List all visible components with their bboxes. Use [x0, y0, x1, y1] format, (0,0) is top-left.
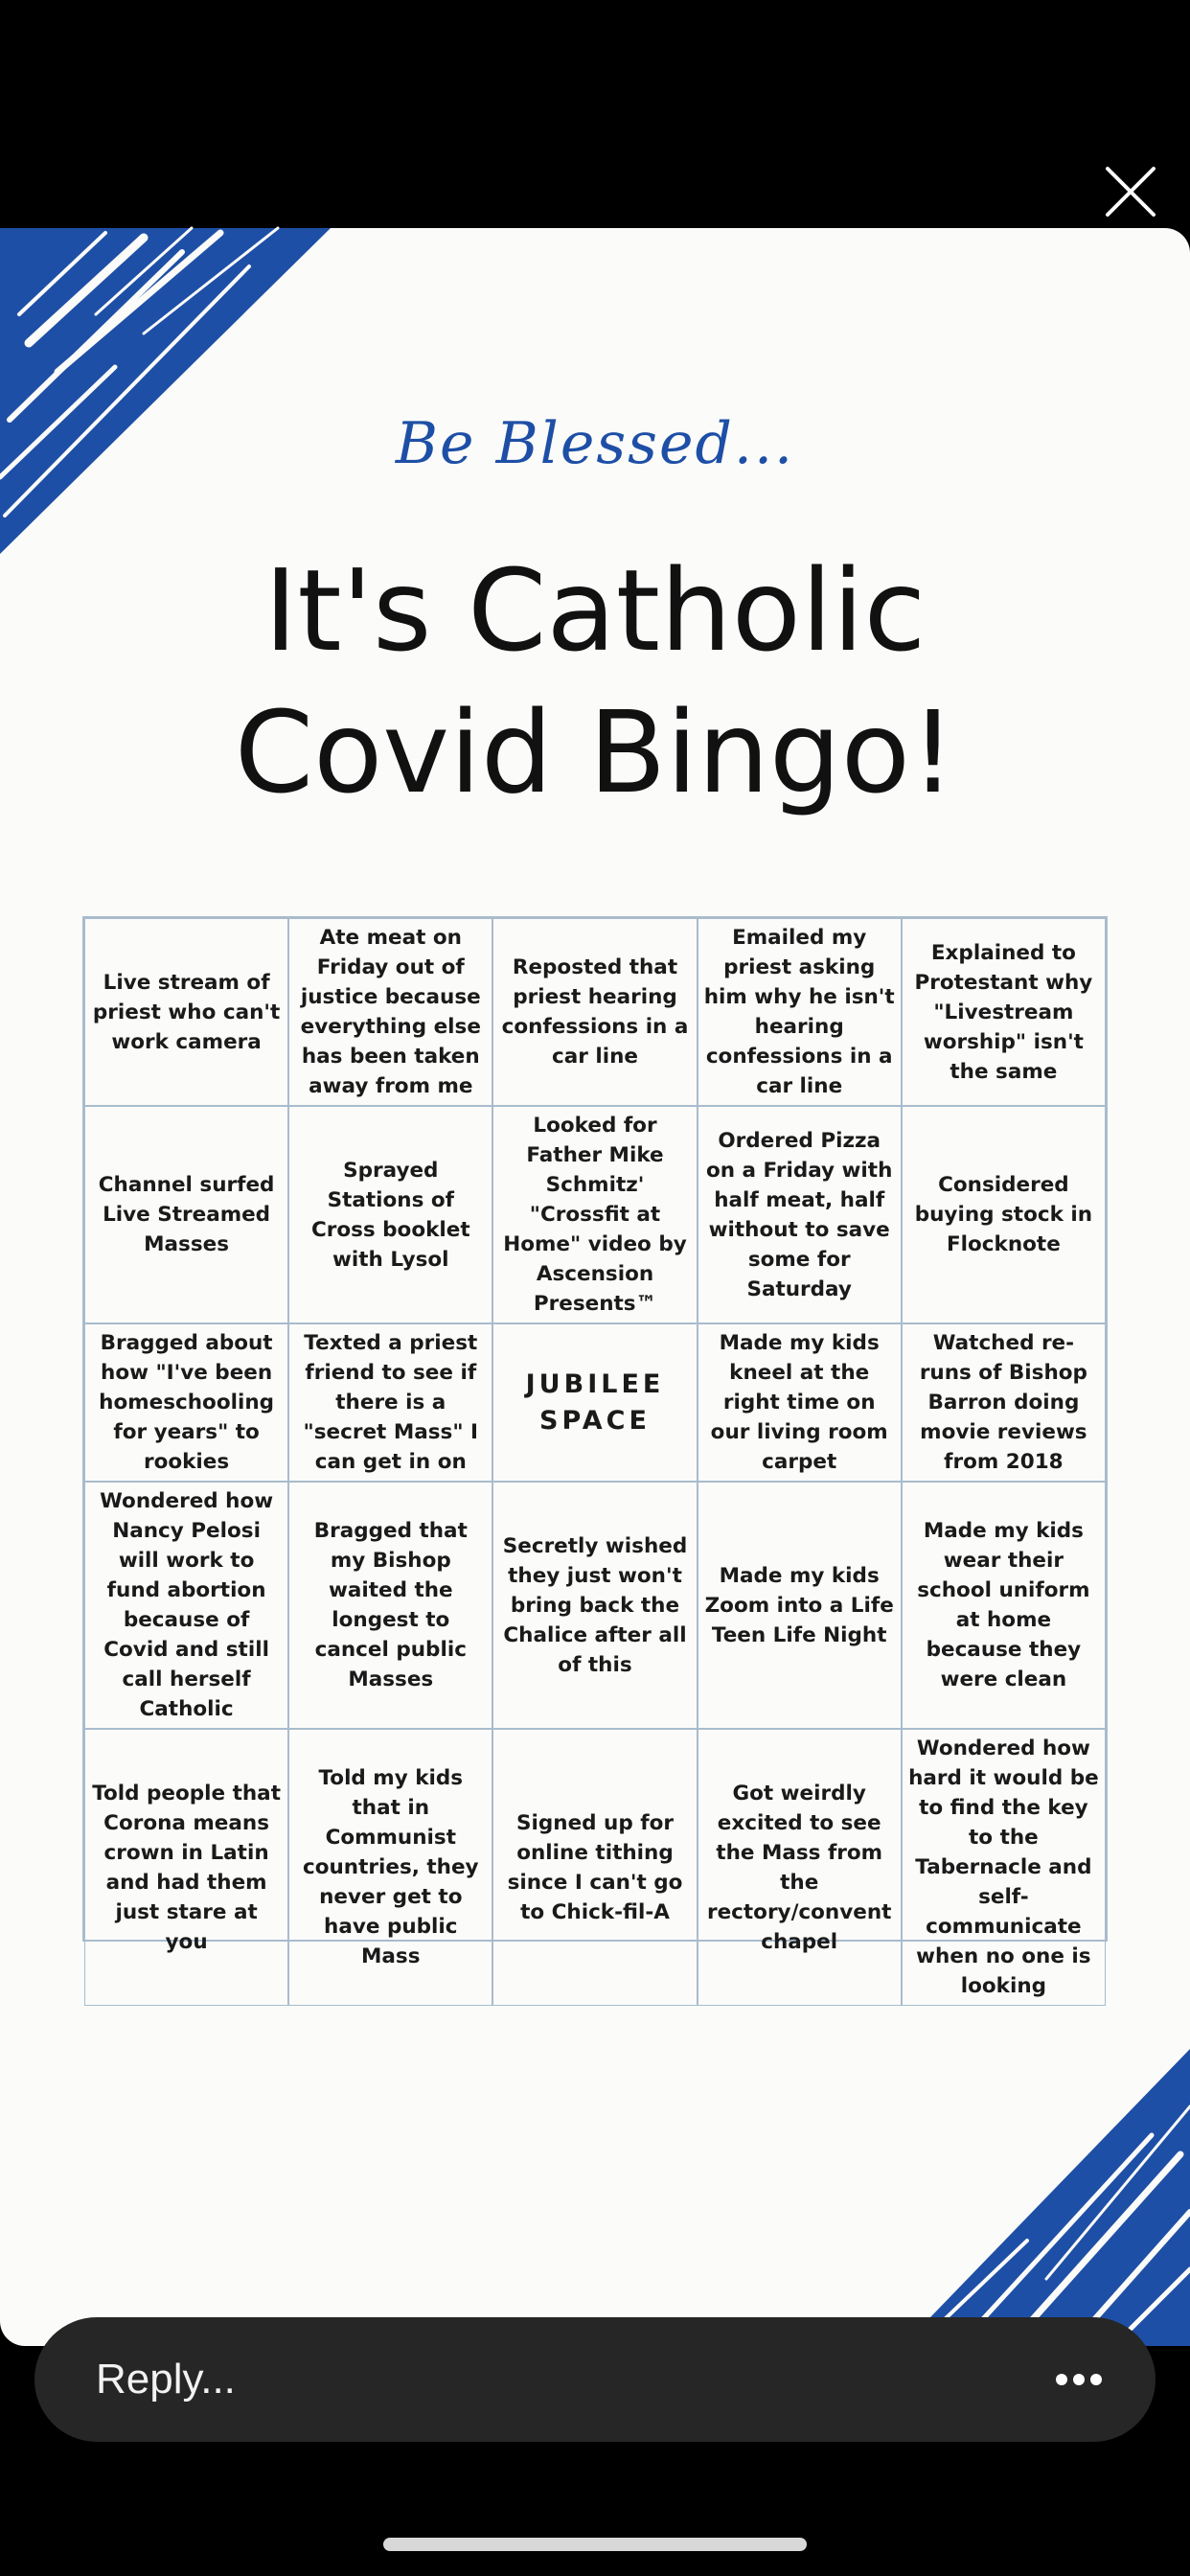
bingo-cell: Secretly wished they just won't bring back the Chalice after all of this [492, 1482, 697, 1729]
bingo-cell: Looked for Father Mike Schmitz' "Crossfit at Home" video by Ascension Presents™ [492, 1106, 697, 1323]
bingo-cell: Made my kids wear their school uniform at home because they were clean [902, 1482, 1106, 1729]
bingo-grid [82, 916, 1108, 1998]
bingo-cell: Reposted that priest hearing confessions in a car line [492, 918, 697, 1106]
bingo-free-space: JUBILEE SPACE [492, 1323, 697, 1482]
reply-bar [34, 2317, 1156, 2442]
brush-stroke-decoration [903, 2049, 1190, 2346]
bingo-cell: Live stream of priest who can't work camera [84, 918, 288, 1106]
bingo-cell: Sprayed Stations of Cross booklet with Lysol [288, 1106, 492, 1323]
close-button[interactable] [1083, 144, 1179, 240]
bingo-cell: Explained to Protestant why "Livestream worship" isn't the same [902, 918, 1106, 1106]
bingo-cell: Made my kids kneel at the right time on our living room carpet [698, 1323, 902, 1482]
brush-stroke-decoration [0, 228, 345, 573]
story-image [0, 228, 1190, 2346]
bingo-cell: Bragged about how "I've been homeschooling for years" to rookies [84, 1323, 288, 1482]
bingo-cell: Made my kids Zoom into a Life Teen Life Night [698, 1482, 902, 1729]
bingo-cell: Told people that Corona means crown in Latin and had them just stare at you [84, 1729, 288, 2006]
bingo-cell: Emailed my priest asking him why he isn't hearing confessions in a car line [698, 918, 902, 1106]
bingo-cell: Channel surfed Live Streamed Masses [84, 1106, 288, 1323]
close-icon [1104, 165, 1157, 218]
bingo-cell: Considered buying stock in Flocknote [902, 1106, 1106, 1323]
bingo-cell: Got weirdly excited to see the Mass from the rectory/convent chapel [698, 1729, 902, 2006]
title-line-2: Covid Bingo! [234, 686, 956, 818]
bingo-cell: Signed up for online tithing since I can't go to Chick-fil-A [492, 1729, 697, 2006]
page-title [0, 540, 1190, 823]
bingo-cell: Wondered how hard it would be to find the key to the Tabernacle and self-communicate when no one is looking [902, 1729, 1106, 2006]
more-options-button[interactable] [1041, 2351, 1117, 2408]
bingo-cell: Ordered Pizza on a Friday with half meat, half without to save some for Saturday [698, 1106, 902, 1323]
bingo-cell: Wondered how Nancy Pelosi will work to fund abortion because of Covid and still call herself Catholic [84, 1482, 288, 1729]
more-options-icon [1055, 2373, 1103, 2386]
bingo-cell: Watched re-runs of Bishop Barron doing movie reviews from 2018 [902, 1323, 1106, 1482]
bingo-cell: Told my kids that in Communist countries, they never get to have public Mass [288, 1729, 492, 2006]
bingo-cell: Texted a priest friend to see if there is a "secret Mass" I can get in on [288, 1323, 492, 1482]
bingo-cell: Ate meat on Friday out of justice because everything else has been taken away from me [288, 918, 492, 1106]
reply-input[interactable]: Reply... [96, 2356, 236, 2403]
title-line-1: It's Catholic [263, 544, 927, 677]
script-heading: Be Blessed... [395, 410, 795, 477]
bingo-cell: Bragged that my Bishop waited the longest to cancel public Masses [288, 1482, 492, 1729]
home-indicator[interactable] [383, 2538, 807, 2551]
